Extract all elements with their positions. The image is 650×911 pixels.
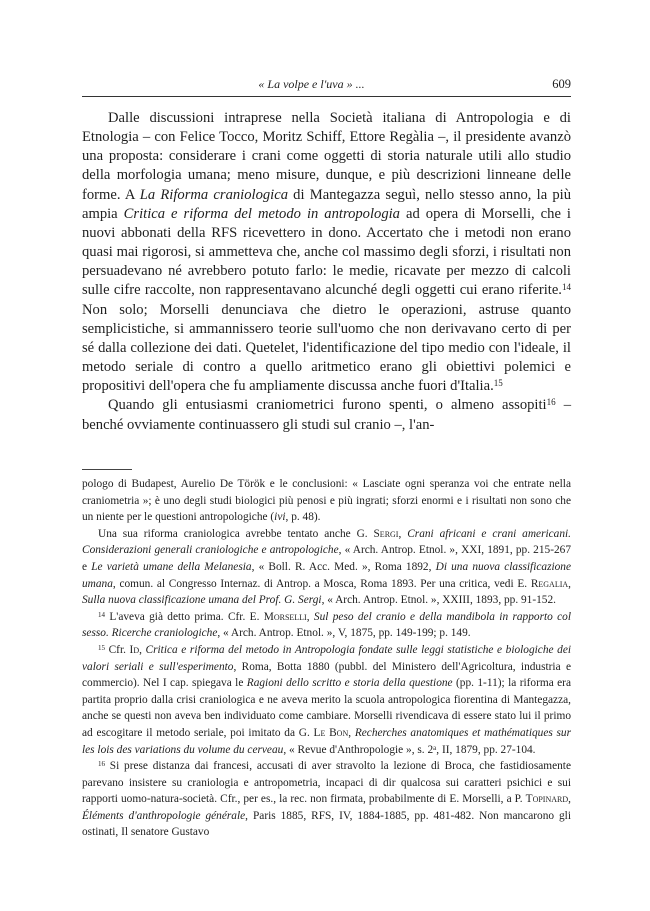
footnote-ref[interactable]: 14 (561, 282, 571, 293)
text-run: (pp. 1-11); la riforma era partita proprio dalla crisi craniologica e ne aveva merito la scuola antropologica fiorentina di Mantegazza, anche se questi non aveva ben individuato come cambiare. Morselli rivendicava di essere stato lui il primo ad escogitare il metodo seriale, poi imitato da G. (82, 677, 571, 739)
footnote-number: 14 (98, 610, 106, 619)
text-run: , (139, 643, 146, 656)
footnote-15 (82, 642, 571, 758)
book-title: Le varietà umane della Melanesia (91, 560, 252, 573)
footnote-continuation (82, 526, 571, 609)
text-run: , p. 48). (285, 511, 321, 524)
page-number: 609 (552, 77, 571, 91)
running-title: « La volpe e l'uva » ... (258, 77, 365, 91)
text-run: pologo di Budapest, Aurelio De Török e le conclusioni: « Lasciate ogni speranza voi che entrate nella craniometria »; è uno degli studi biologici più penosi e più ingrati; sforzi enormi e i risultati non sono che un niente per le questioni antropologiche ( (82, 478, 571, 524)
book-title: Crani africani e crani americani. Considerazioni generali craniologiche e antropologiche (82, 527, 572, 557)
book-title: Di una nuova classificazione umana (82, 560, 572, 590)
author-name: Regalia (530, 577, 569, 590)
text-run: di Mantegazza seguì, nello stesso anno, la più ampia (82, 186, 571, 222)
text-run: , (306, 610, 314, 623)
footnote-number: 15 (98, 643, 106, 652)
text-run: Si prese distanza dai francesi, accusati di aver stravolto la lezione di Broca, che fastidiosamente parevano insistere su craniologia e antropometria, incapaci di dir qualcosa sui caratteri psichici e sui rapporti uomo-natura-società. Cfr., per es., la rec. non firmata, probabilmente di E. Morselli, a P. (82, 760, 571, 806)
book-title: La Riforma craniologica (139, 186, 288, 203)
running-header (82, 77, 571, 93)
footnote-ref[interactable]: 15 (493, 378, 503, 389)
ordinal-superscript: a (433, 743, 437, 752)
text-run: ad opera di Morselli, che i nuovi abbonati della RFS ricevettero in dono. Accertato che i metodi non erano quasi mai rigorosi, si ammetteva che, anche col massimo degli sforzi, i risultati non persuadevano né avrebbero potuto farlo: le medie, ricavate per mezzo di calcoli sulle cifre raccolte, non rappresentavano alcunché degli oggetti cui erano riferite. (82, 205, 571, 299)
text-run: , « Revue d'Anthropologie », s. 2 (283, 743, 434, 756)
text-run: L'aveva già detto prima. Cfr. E. (105, 610, 264, 623)
text-run: , (348, 726, 355, 739)
book-title: Critica e riforma del metodo in Antropologia fondate sulle leggi statistiche e biologiche dei valori seriali e sull'esperimento (82, 643, 571, 673)
text-run: Non solo; Morselli denunciava che dietro le operazioni, astruse quanto semplicistiche, si ammannissero teorie sull'uomo che non derivavano certo di per sé dalla collezione dei dati. Quetelet, l'identificazione del tipo medio con l'ideale, il metodo seriale di contro a quello aritmetico erano gli obiettivi polemici e propositivi dell'opera che fu ampliamente discussa anche fuori d'Italia. (82, 301, 571, 395)
author-name: Sergi (373, 527, 399, 540)
italic-run: ivi (274, 511, 286, 524)
text-run: , comun. al Congresso Internaz. di Antrop. a Mosca, Roma 1893. Per una critica, vedi E. (112, 577, 531, 590)
text-run: , (568, 793, 571, 806)
footnote-number: 16 (98, 759, 106, 768)
text-run: , Roma, Botta 1880 (pubbl. del Ministero dell'Agricoltura, industria e commercio). Nel I cap. spiegava le (82, 660, 572, 690)
paragraph (82, 396, 571, 434)
book-title: Sulla nuova classificazione umana del Prof. G. Sergi (82, 594, 322, 607)
paragraph (82, 109, 571, 396)
text-run: , (568, 577, 571, 590)
text-run: , « Boll. R. Acc. Med. », Roma 1892, (251, 560, 436, 573)
book-title: Critica e riforma del metodo in antropologia (123, 205, 400, 222)
footnote-rule (82, 469, 132, 470)
footnote-14 (82, 609, 571, 642)
text-run: , (398, 527, 408, 540)
book-title: Éléments d'anthropologie générale (82, 809, 246, 822)
text-run: , Paris 1885, RFS, IV, 1884-1885, pp. 481-482. Non mancarono gli ostinati, Il senatore Gustavo (82, 809, 571, 839)
text-run: – benché ovviamente continuassero gli studi sul cranio –, l'an- (82, 397, 571, 433)
text-run: , « Arch. Antrop. Etnol. », XXI, 1891, pp. 215-267 e (82, 544, 571, 573)
footnote-16 (82, 758, 571, 841)
header-rule (82, 96, 571, 97)
book-title: Sul peso del cranio e della mandibola in rapporto col sesso. Ricerche craniologiche (82, 610, 571, 640)
text-run: Cfr. (105, 643, 130, 656)
author-name: Morselli (263, 610, 307, 623)
author-name: Topinard (525, 793, 569, 806)
author-name: Le Bon (313, 726, 349, 739)
book-title: Recherches anatomiques et mathématiques sur les lois des variations du volume du cerveau (82, 726, 572, 756)
footnote-continuation (82, 476, 571, 526)
text-run: Dalle discussioni intraprese nella Società italiana di Antropologia e di Etnologia – con Felice Tocco, Moritz Schiff, Ettore Regàlia –, il presidente avanzò una proposta: considerare i crani come oggetti di storia naturale utili allo studio della morfologia umana; meno misure, dunque, e più descrizioni linneane delle forme. A (82, 110, 571, 203)
text-run: , « Arch. Antrop. Etnol. », XXIII, 1893, pp. 91-152. (321, 594, 556, 607)
text-run: , II, 1879, pp. 27-104. (436, 743, 536, 756)
text-run: Una sua riforma craniologica avrebbe tentato anche G. (98, 527, 374, 540)
main-text (82, 109, 571, 435)
footnotes (82, 476, 571, 841)
text-run: Quando gli entusiasmi craniometrici furono spenti, o almeno assopiti (108, 397, 547, 414)
book-title: Ragioni dello scritto e storia della questione (246, 677, 453, 690)
text-run: , « Arch. Antrop. Etnol. », V, 1875, pp. 149-199; p. 149. (217, 627, 471, 640)
author-name: Id (129, 643, 140, 656)
footnote-ref[interactable]: 16 (546, 397, 556, 408)
